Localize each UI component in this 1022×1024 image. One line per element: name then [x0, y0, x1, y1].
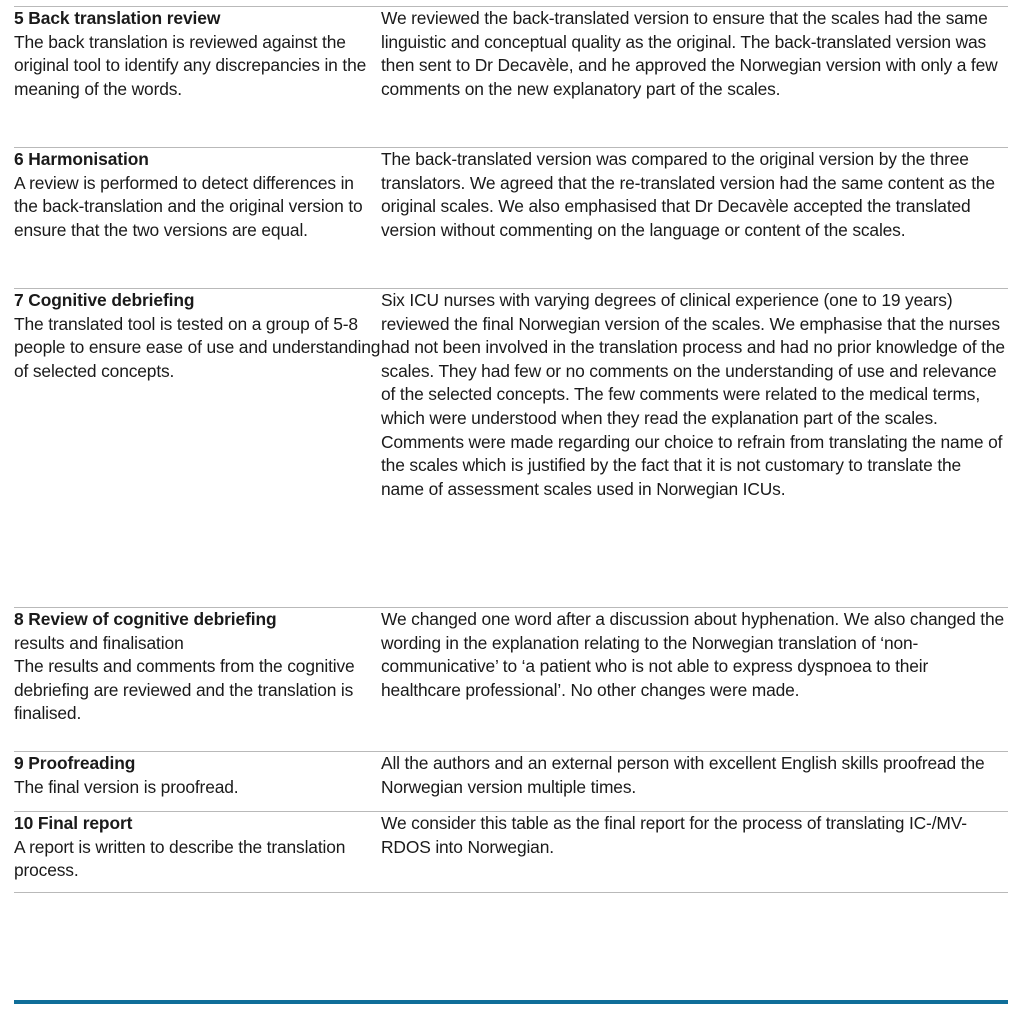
step-cell [14, 289, 381, 608]
step-cell [14, 812, 381, 893]
outcome-cell [381, 752, 1008, 812]
step-title: 9 Proofreading [14, 753, 136, 773]
outcome-text: All the authors and an external person with excellent English skills proofread the Norwegian version multiple times. [381, 753, 985, 797]
footer-accent-rule [14, 1000, 1008, 1004]
table-row [14, 812, 1008, 893]
outcome-cell [381, 608, 1008, 752]
step-description: The translated tool is tested on a group of 5-8 people to ensure ease of use and understanding of selected concepts. [14, 313, 381, 381]
step-cell [14, 608, 381, 752]
step-title: 5 Back translation review [14, 8, 221, 28]
outcome-text: We changed one word after a discussion about hyphenation. We also changed the wording in the explanation relating to the Norwegian translation of ‘non-communicative’ to ‘a patient who is not able to express dyspnoea to their healthcare professional’. No other changes were made. [381, 609, 1004, 700]
step-description: A review is performed to detect differences in the back-translation and the original version to ensure that the two versions are equal. [14, 172, 363, 240]
table-row [14, 608, 1008, 752]
step-description: The results and comments from the cognitive debriefing are reviewed and the translation is finalised. [14, 656, 355, 724]
table-body [14, 7, 1008, 893]
outcome-text: We consider this table as the final report for the process of translating IC-/MV-RDOS into Norwegian. [381, 813, 967, 857]
step-description: The back translation is reviewed against the original tool to identify any discrepancies in the meaning of the words. [14, 31, 367, 99]
table-row [14, 148, 1008, 289]
table-row [14, 289, 1008, 608]
outcome-cell [381, 289, 1008, 608]
step-title: 7 Cognitive debriefing [14, 290, 195, 310]
process-table-container [14, 6, 1008, 893]
step-cell [14, 752, 381, 812]
outcome-cell [381, 148, 1008, 289]
table-row [14, 7, 1008, 148]
outcome-cell [381, 7, 1008, 148]
translation-process-table [14, 6, 1008, 893]
step-title: 10 Final report [14, 813, 133, 833]
step-subtitle: results and finalisation [14, 632, 184, 653]
outcome-text: The back-translated version was compared to the original version by the three translators. We agreed that the re-translated version had the same content as the original scales. We also emphasised that Dr Decavèle accepted the translated version without commenting on the language or content of the scales. [381, 149, 995, 240]
step-cell [14, 7, 381, 148]
outcome-text: Six ICU nurses with varying degrees of clinical experience (one to 19 years) reviewed the final Norwegian version of the scales. We emphasise that the nurses had not been involved in the translation process and had no prior knowledge of the scales. They had few or no comments on the understanding of use and relevance of the selected concepts. The few comments were related to the medical terms, which were understood when they read the explanation part of the scales. Comments were made regarding our choice to refrain from translating the name of the scales which is justified by the fact that it is not customary to translate the name of assessment scales used in Norwegian ICUs. [381, 290, 1005, 499]
step-title: 6 Harmonisation [14, 149, 149, 169]
step-description: A report is written to describe the translation process. [14, 836, 346, 881]
outcome-text: We reviewed the back-translated version to ensure that the scales had the same linguistic and conceptual quality as the original. The back-translated version was then sent to Dr Decavèle, and he approved the Norwegian version with only a few comments on the new explanatory part of the scales. [381, 8, 998, 99]
outcome-cell [381, 812, 1008, 893]
step-title: 8 Review of cognitive debriefing [14, 609, 277, 629]
step-cell [14, 148, 381, 289]
step-description: The final version is proofread. [14, 776, 239, 797]
table-row [14, 752, 1008, 812]
